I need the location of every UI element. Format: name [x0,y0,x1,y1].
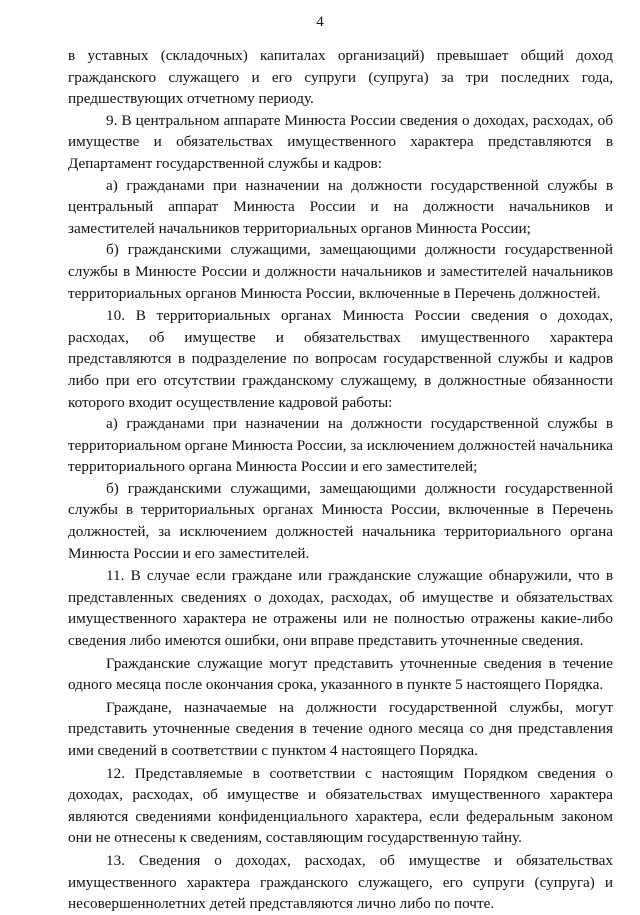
paragraph-item-12: 12. Представляемые в соответствии с настоящим Порядком сведения о доходах, расходах, об имуществе и обязательствах имущественного характера являются сведениями конфиденциального характера, если федеральным законом они не отнесены к сведениям, составляющим государственную тайну. [68,764,613,847]
paragraph-item-10: 10. В территориальных органах Минюста России сведения о доходах, расходах, об имуществе и обязательствах имущественного характера представляются в подразделение по вопросам государственной службы и кадров либо при его отсутствии гражданскому служащему, в должностные обязанности которого входит осуществление кадровой работы: [68,307,613,411]
page-number: 4 [316,14,324,30]
paragraph-item-13: 13. Сведения о доходах, расходах, об имуществе и обязательствах имущественного характера гражданского служащего, его супруги (супруга) и несовершеннолетних детей представляются лично либо по почте. [68,851,613,913]
document-body [68,45,613,915]
paragraph-item-10b: б) гражданскими служащими, замещающими должности государственной службы в территориальных органах Минюста России, включенные в Перечень должностей, за исключением должностей начальника территориального органа Минюста России и его заместителей. [68,479,613,562]
paragraph-continuation: в уставных (складочных) капиталах организаций) превышает общий доход гражданского служащего и его супруги (супруга) за три последних года, предшествующих отчетному периоду. [68,47,613,108]
paragraph-item-9b: б) гражданскими служащими, замещающими должности государственной службы в Минюсте России и должности начальников и заместителей начальников территориальных органов Минюста России, включенные в Перечень должностей. [68,241,613,302]
paragraph-item-11-civil-servants: Гражданские служащие могут представить уточненные сведения в течение одного месяца после окончания срока, указанного в пункте 5 настоящего Порядка. [68,654,613,694]
paragraph-item-9a: а) гражданами при назначении на должности государственной службы в центральный аппарат Минюста России и на должности начальников и заместителей начальников территориальных органов Минюста России; [68,176,613,237]
paragraph-item-10a: а) гражданами при назначении на должности государственной службы в территориальном органе Минюста России, за исключением должностей начальника территориального органа Минюста России и его заместителей; [68,415,613,476]
paragraph-item-9: 9. В центральном аппарате Минюста России сведения о доходах, расходах, об имуществе и обязательствах имущественного характера представляются в Департамент государственной службы и кадров: [68,111,613,172]
paragraph-item-11: 11. В случае если граждане или гражданские служащие обнаружили, что в представленных сведениях о доходах, расходах, об имуществе и обязательствах имущественного характера не отражены или не полностью отражены какие-либо сведения либо имеются ошибки, они вправе представить уточненные сведения. [68,567,613,650]
paragraph-item-11-citizens: Граждане, назначаемые на должности государственной службы, могут представить уточненные сведения в течение одного месяца со дня представления ими сведений в соответствии с пунктом 4 настоящего Порядка. [68,698,613,759]
